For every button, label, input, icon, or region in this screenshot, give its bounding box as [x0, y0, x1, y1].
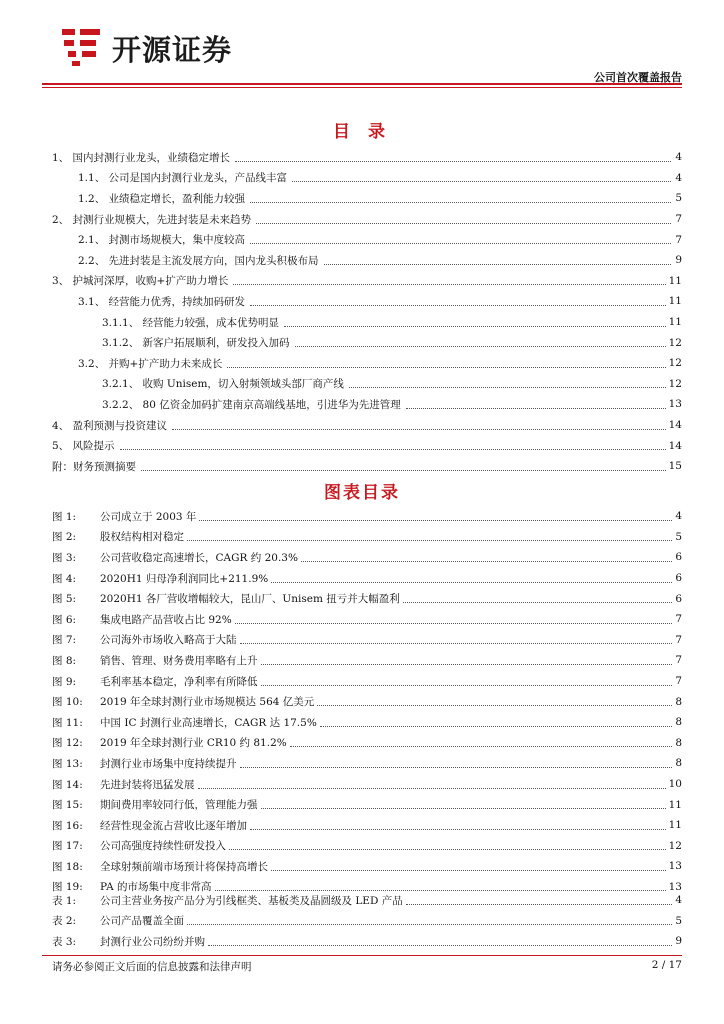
dot-leader: [261, 685, 673, 686]
entry-number: 图 7:: [52, 634, 77, 647]
entry-number: 图 8:: [52, 654, 77, 667]
entry-page: 4: [675, 510, 682, 523]
dot-leader: [233, 284, 665, 285]
dot-leader: [292, 181, 671, 182]
toc-entry-label: 1、 国内封测行业龙头，业绩稳定增长: [52, 151, 231, 164]
dot-leader: [250, 829, 666, 830]
figure-entry[interactable]: [52, 856, 682, 877]
toc-entry-page: 11: [668, 316, 682, 329]
entry-number: 图 9:: [52, 675, 77, 688]
table-entry[interactable]: [52, 911, 682, 932]
toc-entry-page: 7: [675, 213, 682, 226]
entry-caption: 2019 年全球封测行业 CR10 约 81.2%: [100, 737, 287, 750]
dot-leader: [324, 264, 671, 265]
table-index: [52, 890, 682, 952]
entry-number: 图 13:: [52, 757, 83, 770]
toc-entry[interactable]: [52, 271, 682, 292]
entry-number: 图 14:: [52, 778, 83, 791]
entry-caption: 公司营收稳定高速增长，CAGR 约 20.3%: [100, 551, 298, 564]
dot-leader: [290, 746, 673, 747]
entry-page: 7: [675, 675, 682, 688]
dot-leader: [240, 643, 673, 644]
dot-leader: [250, 243, 671, 244]
footer-divider: [42, 955, 682, 956]
figure-entry[interactable]: [52, 774, 682, 795]
entry-caption: 公司产品覆盖全面: [100, 915, 184, 928]
toc-entry-label: 3、 护城河深厚，收购+扩产助力增长: [52, 275, 229, 288]
entry-number: 图 2:: [52, 531, 77, 544]
toc-entry[interactable]: [52, 415, 682, 436]
entry-caption: 股权结构相对稳定: [100, 531, 184, 544]
entry-page: 6: [675, 551, 682, 564]
toc-entry-page: 12: [668, 377, 682, 390]
toc-entry-label: 1.2、 业绩稳定增长，盈利能力较强: [78, 192, 246, 205]
dot-leader: [261, 664, 673, 665]
entry-page: 13: [668, 860, 682, 873]
toc-entry-page: 9: [675, 254, 682, 267]
toc-entry-page: 5: [675, 192, 682, 205]
entry-caption: 销售、管理、财务费用率略有上升: [100, 654, 258, 667]
toc-entry-label: 3.2.2、 80 亿资金加码扩建南京高端线基地，引进华为先进管理: [102, 398, 401, 411]
toc-entry-page: 14: [668, 419, 682, 432]
table-of-contents: [52, 147, 682, 477]
dot-leader: [403, 602, 673, 603]
dot-leader: [320, 726, 673, 727]
dot-leader: [406, 904, 673, 905]
dot-leader: [141, 470, 666, 471]
toc-entry-label: 1.1、 公司是国内封测行业龙头，产品线丰富: [78, 172, 288, 185]
toc-entry[interactable]: [52, 312, 682, 333]
toc-entry-label: 4、 盈利预测与投资建议: [52, 419, 168, 432]
dot-leader: [250, 202, 671, 203]
entry-number: 图 18:: [52, 860, 83, 873]
toc-entry[interactable]: [52, 209, 682, 230]
toc-entry-label: 2、 封测行业规模大，先进封装是未来趋势: [52, 213, 252, 226]
dot-leader: [229, 849, 666, 850]
dot-leader: [187, 924, 672, 925]
entry-page: 10: [668, 778, 682, 791]
figure-entry[interactable]: [52, 753, 682, 774]
entry-caption: 毛利率基本稳定，净利率有所降低: [100, 675, 258, 688]
entry-page: 12: [668, 839, 682, 852]
dot-leader: [198, 788, 666, 789]
entry-number: 图 3:: [52, 551, 77, 564]
dot-leader: [349, 387, 666, 388]
entry-page: 4: [675, 894, 682, 907]
page-number: 2 / 17: [651, 959, 682, 971]
figure-entry[interactable]: [52, 527, 682, 548]
document-type: 公司首次覆盖报告: [594, 71, 682, 84]
entry-page: 5: [675, 914, 682, 927]
figure-entry[interactable]: [52, 506, 682, 527]
toc-entry-label: 3.1、 经营能力优秀，持续加码研发: [78, 295, 246, 308]
figure-entry[interactable]: [52, 712, 682, 733]
entry-caption: 公司成立于 2003 年: [100, 510, 197, 523]
footer-disclaimer: 请务必参阅正文后面的信息披露和法律声明: [52, 961, 252, 973]
toc-entry-page: 4: [675, 171, 682, 184]
toc-entry[interactable]: [52, 250, 682, 271]
entry-number: 表 3:: [52, 935, 77, 948]
toc-entry-label: 2.1、 封测市场规模大，集中度较高: [78, 234, 246, 247]
entry-caption: 封测行业市场集中度持续提升: [100, 757, 237, 770]
figure-entry[interactable]: [52, 609, 682, 630]
figure-entry[interactable]: [52, 671, 682, 692]
header-divider-thin: [42, 87, 682, 88]
toc-entry[interactable]: [52, 394, 682, 415]
dot-leader: [406, 408, 666, 409]
dot-leader: [172, 429, 666, 430]
entry-caption: 2020H1 各厂营收增幅较大，昆山厂、Unisem 扭亏并大幅盈利: [100, 593, 400, 606]
dot-leader: [250, 305, 666, 306]
entry-page: 8: [675, 736, 682, 749]
dot-leader: [199, 520, 672, 521]
entry-page: 7: [675, 633, 682, 646]
figure-entry[interactable]: [52, 691, 682, 712]
dot-leader: [227, 367, 665, 368]
entry-number: 图 5:: [52, 593, 77, 606]
entry-caption: 2019 年全球封测行业市场规模达 564 亿美元: [100, 696, 315, 709]
toc-entry-label: 3.1.2、 新客户拓展顺利，研发投入加码: [102, 337, 290, 350]
figure-entry[interactable]: [52, 568, 682, 589]
header-divider: [42, 83, 682, 85]
figure-index: [52, 506, 682, 897]
dot-leader: [235, 161, 671, 162]
dot-leader: [208, 945, 672, 946]
toc-entry-page: 11: [668, 295, 682, 308]
table-entry[interactable]: [52, 931, 682, 952]
entry-page: 7: [675, 654, 682, 667]
dot-leader: [120, 449, 666, 450]
entry-page: 8: [675, 716, 682, 729]
dot-leader: [317, 705, 672, 706]
entry-caption: 公司主营业务按产品分为引线框类、基板类及晶圆级及 LED 产品: [100, 894, 403, 907]
table-entry[interactable]: [52, 890, 682, 911]
toc-entry-page: 7: [675, 233, 682, 246]
toc-entry[interactable]: [52, 353, 682, 374]
figure-entry[interactable]: [52, 836, 682, 857]
entry-caption: 2020H1 归母净利润同比+211.9%: [100, 572, 269, 585]
entry-caption: 封测行业公司纷纷并购: [100, 935, 205, 948]
dot-leader: [261, 808, 666, 809]
toc-entry-label: 3.1.1、 经营能力较强，成本优势明显: [102, 316, 280, 329]
entry-number: 图 12:: [52, 737, 83, 750]
dot-leader: [295, 346, 666, 347]
entry-number: 图 6:: [52, 613, 77, 626]
toc-entry[interactable]: [52, 147, 682, 168]
toc-entry[interactable]: [52, 168, 682, 189]
entry-page: 9: [675, 935, 682, 948]
toc-entry-label: 2.2、 先进封装是主流发展方向，国内龙头积极布局: [78, 254, 319, 267]
toc-entry[interactable]: [52, 291, 682, 312]
dot-leader: [187, 540, 672, 541]
toc-entry[interactable]: [52, 332, 682, 353]
figure-index-title: 图表目录: [324, 483, 400, 503]
entry-number: 图 10:: [52, 696, 83, 709]
toc-entry[interactable]: [52, 229, 682, 250]
dot-leader: [271, 582, 672, 583]
entry-page: 5: [675, 530, 682, 543]
toc-entry-label: 3.2.1、 收购 Unisem，切入射频领域头部厂商产线: [102, 378, 344, 391]
entry-caption: 中国 IC 封测行业高速增长，CAGR 达 17.5%: [100, 716, 317, 729]
toc-entry-page: 12: [668, 357, 682, 370]
toc-entry-page: 11: [668, 274, 682, 287]
dot-leader: [235, 623, 673, 624]
entry-number: 表 1:: [52, 894, 77, 907]
toc-entry[interactable]: [52, 188, 682, 209]
dot-leader: [301, 561, 672, 562]
toc-entry-page: 14: [668, 439, 682, 452]
toc-entry-label: 3.2、 并购+扩产助力未来成长: [78, 357, 223, 370]
toc-entry[interactable]: [52, 456, 682, 477]
toc-entry-page: 4: [675, 151, 682, 164]
toc-entry-label: 附：财务预测摘要: [52, 460, 136, 473]
entry-number: 图 11:: [52, 716, 83, 729]
toc-entry-page: 12: [668, 336, 682, 349]
entry-number: 表 2:: [52, 915, 77, 928]
figure-entry[interactable]: [52, 630, 682, 651]
entry-caption: 全球射频前端市场预计将保持高增长: [100, 860, 268, 873]
figure-entry[interactable]: [52, 547, 682, 568]
entry-caption: 集成电路产品营收占比 92%: [100, 613, 232, 626]
dot-leader: [271, 870, 666, 871]
entry-caption: PA 的市场集中度非常高: [100, 881, 212, 894]
figure-entry[interactable]: [52, 815, 682, 836]
toc-entry-label: 5、 风险提示: [52, 440, 115, 453]
figure-entry[interactable]: [52, 588, 682, 609]
entry-number: 图 17:: [52, 840, 83, 853]
entry-page: 11: [668, 798, 682, 811]
dot-leader: [284, 326, 666, 327]
entry-caption: 经营性现金流占营收比逐年增加: [100, 819, 247, 832]
dot-leader: [256, 223, 671, 224]
entry-caption: 先进封装将迅猛发展: [100, 778, 195, 791]
entry-caption: 期间费用率较同行低，管理能力强: [100, 799, 258, 812]
entry-number: 图 1:: [52, 510, 77, 523]
toc-title: 目 录: [333, 122, 391, 142]
entry-page: 13: [668, 880, 682, 893]
toc-entry[interactable]: [52, 374, 682, 395]
entry-page: 6: [675, 572, 682, 585]
toc-entry-page: 15: [668, 460, 682, 473]
toc-entry-page: 13: [668, 398, 682, 411]
entry-page: 8: [675, 757, 682, 770]
entry-page: 7: [675, 613, 682, 626]
entry-page: 8: [675, 695, 682, 708]
entry-number: 图 16:: [52, 819, 83, 832]
toc-entry[interactable]: [52, 435, 682, 456]
brand-name: 开源证券: [112, 33, 233, 67]
figure-entry[interactable]: [52, 733, 682, 754]
entry-number: 图 15:: [52, 799, 83, 812]
dot-leader: [240, 767, 673, 768]
logo-mark-icon: [60, 25, 104, 67]
figure-entry[interactable]: [52, 794, 682, 815]
figure-entry[interactable]: [52, 650, 682, 671]
entry-caption: 公司高强度持续性研发投入: [100, 840, 226, 853]
entry-number: 图 19:: [52, 881, 83, 894]
entry-page: 11: [668, 819, 682, 832]
entry-page: 6: [675, 592, 682, 605]
entry-caption: 公司海外市场收入略高于大陆: [100, 634, 237, 647]
entry-number: 图 4:: [52, 572, 77, 585]
